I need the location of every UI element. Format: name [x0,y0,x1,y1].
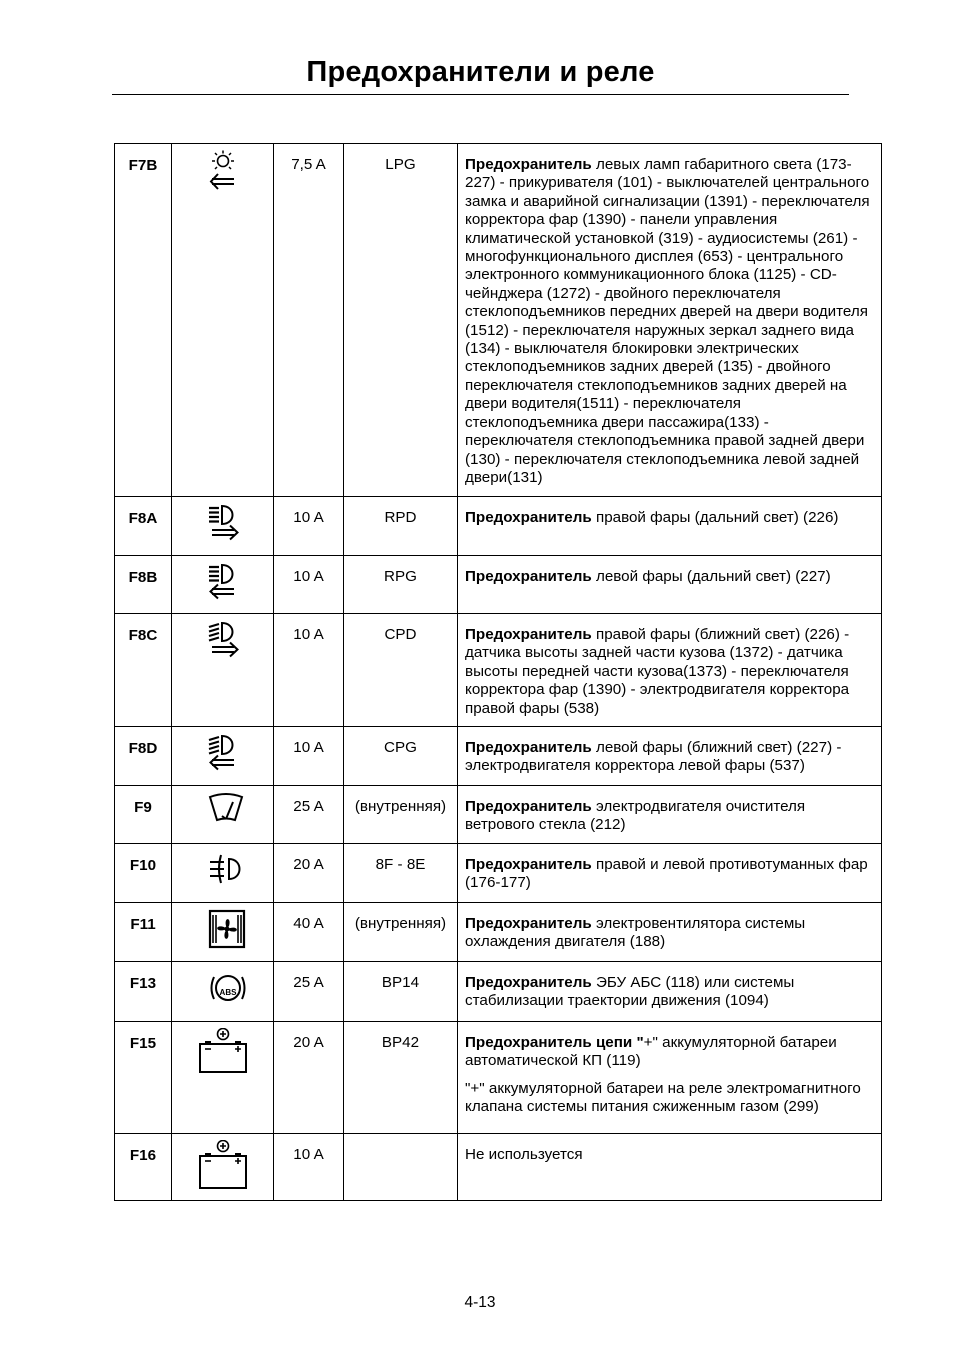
title-underline [112,94,849,95]
fuse-id: F9 [115,786,172,844]
low-beam-left-icon [208,733,242,773]
relay-code: (внутренняя) [344,786,458,844]
table-row [115,144,882,497]
amperage: 20 A [274,844,344,903]
table-row [115,556,882,614]
fuse-id: F8C [115,614,172,727]
parking-light-left-icon [208,150,238,190]
fuse-description: Предохранитель электродвигателя очистителя ветрового стекла (212) [458,786,882,844]
amperage: 40 A [274,903,344,962]
table-row [115,786,882,844]
relay-code: 8F - 8E [344,844,458,903]
relay-code [344,1134,458,1201]
relay-code: RPG [344,556,458,614]
table-row [115,962,882,1022]
amperage: 10 A [274,727,344,786]
battery-icon [196,1140,250,1192]
fuse-description: Предохранитель левой фары (дальний свет) (227) [458,556,882,614]
battery-icon [196,1028,250,1076]
fuse-description: Предохранитель левых ламп габаритного света (173-227) - прикуривателя (101) - выключателей центрального замка и аварийной сигнализации (1391) - переключателя корректора фар (1390) - панели управления климатической установкой (319) - аудиосистемы (261) - многофункционального дисплея (653) - центрального электронного коммуникационного блока (1125) - CD-чейнджера (1272) - двойного переключателя стеклоподъемников передних дверей на двери водителя (1512) - переключателя наружных зеркал заднего вида (134) - выключателя блокировки электрических стеклоподъемников задних дверей (135) - двойного переключателя стеклоподъемников задних дверей на двери водителя(1511) - переключателя стеклоподъемника двери пассажира(133) - переключателя стеклоподъемника правой задней двери (130) - переключателя стеклоподъемника левой задней двери(131) [458,144,882,497]
fuse-id: F16 [115,1134,172,1201]
amperage: 7,5 A [274,144,344,497]
relay-code: LPG [344,144,458,497]
table-row [115,844,882,903]
fuse-id: F13 [115,962,172,1022]
table-row [115,1022,882,1134]
fuse-id: F10 [115,844,172,903]
relay-code: BP42 [344,1022,458,1134]
amperage: 10 A [274,1134,344,1201]
fuse-description: Предохранитель правой фары (ближний свет) (226) - датчика высоты задней части кузова (1372) - датчика высоты передней части кузова(1373) - переключателя корректора фар (1390) - электродвигателя корректора правой фары (538) [458,614,882,727]
fuse-id: F8A [115,497,172,556]
relay-code: CPD [344,614,458,727]
fuse-description: Предохранитель цепи "+" аккумуляторной батареи автоматической КП (119) "+" аккумуляторной батареи на реле электромагнитного клапана системы питания сжиженным газом (299) [458,1022,882,1134]
page-number: 4-13 [464,1294,496,1311]
fuse-id: F7B [115,144,172,497]
windshield-wiper-icon [208,792,244,828]
amperage: 10 A [274,614,344,727]
high-beam-right-icon [208,503,242,543]
fuse-description: Предохранитель правой и левой противотуманных фар (176-177) [458,844,882,903]
fuse-id: F11 [115,903,172,962]
fuse-description: Предохранитель левой фары (ближний свет) (227) - электродвигателя корректора левой фары (537) [458,727,882,786]
page-title: Предохранители и реле [306,56,655,88]
fog-light-icon [208,850,248,890]
fuse-description: Предохранитель электровентилятора системы охлаждения двигателя (188) [458,903,882,962]
table-row [115,497,882,556]
amperage: 10 A [274,556,344,614]
fuse-id: F8D [115,727,172,786]
table-row [115,1134,882,1201]
fuse-table [114,143,882,1201]
relay-code: RPD [344,497,458,556]
fuse-id: F15 [115,1022,172,1134]
table-row [115,903,882,962]
relay-code: (внутренняя) [344,903,458,962]
fuse-description: Предохранитель правой фары (дальний свет) (226) [458,497,882,556]
fuse-id: F8B [115,556,172,614]
amperage: 20 A [274,1022,344,1134]
amperage: 25 A [274,786,344,844]
fuse-description: Предохранитель ЭБУ АБС (118) или системы стабилизации траектории движения (1094) [458,962,882,1022]
fuse-description: Не используется [458,1134,882,1201]
table-row [115,614,882,727]
low-beam-right-icon [208,620,242,660]
svg-text:ABS: ABS [219,988,237,998]
high-beam-left-icon [208,562,242,602]
cooling-fan-icon [208,909,246,949]
table-row [115,727,882,786]
abs-icon [208,968,248,1008]
relay-code: BP14 [344,962,458,1022]
amperage: 25 A [274,962,344,1022]
relay-code: CPG [344,727,458,786]
amperage: 10 A [274,497,344,556]
